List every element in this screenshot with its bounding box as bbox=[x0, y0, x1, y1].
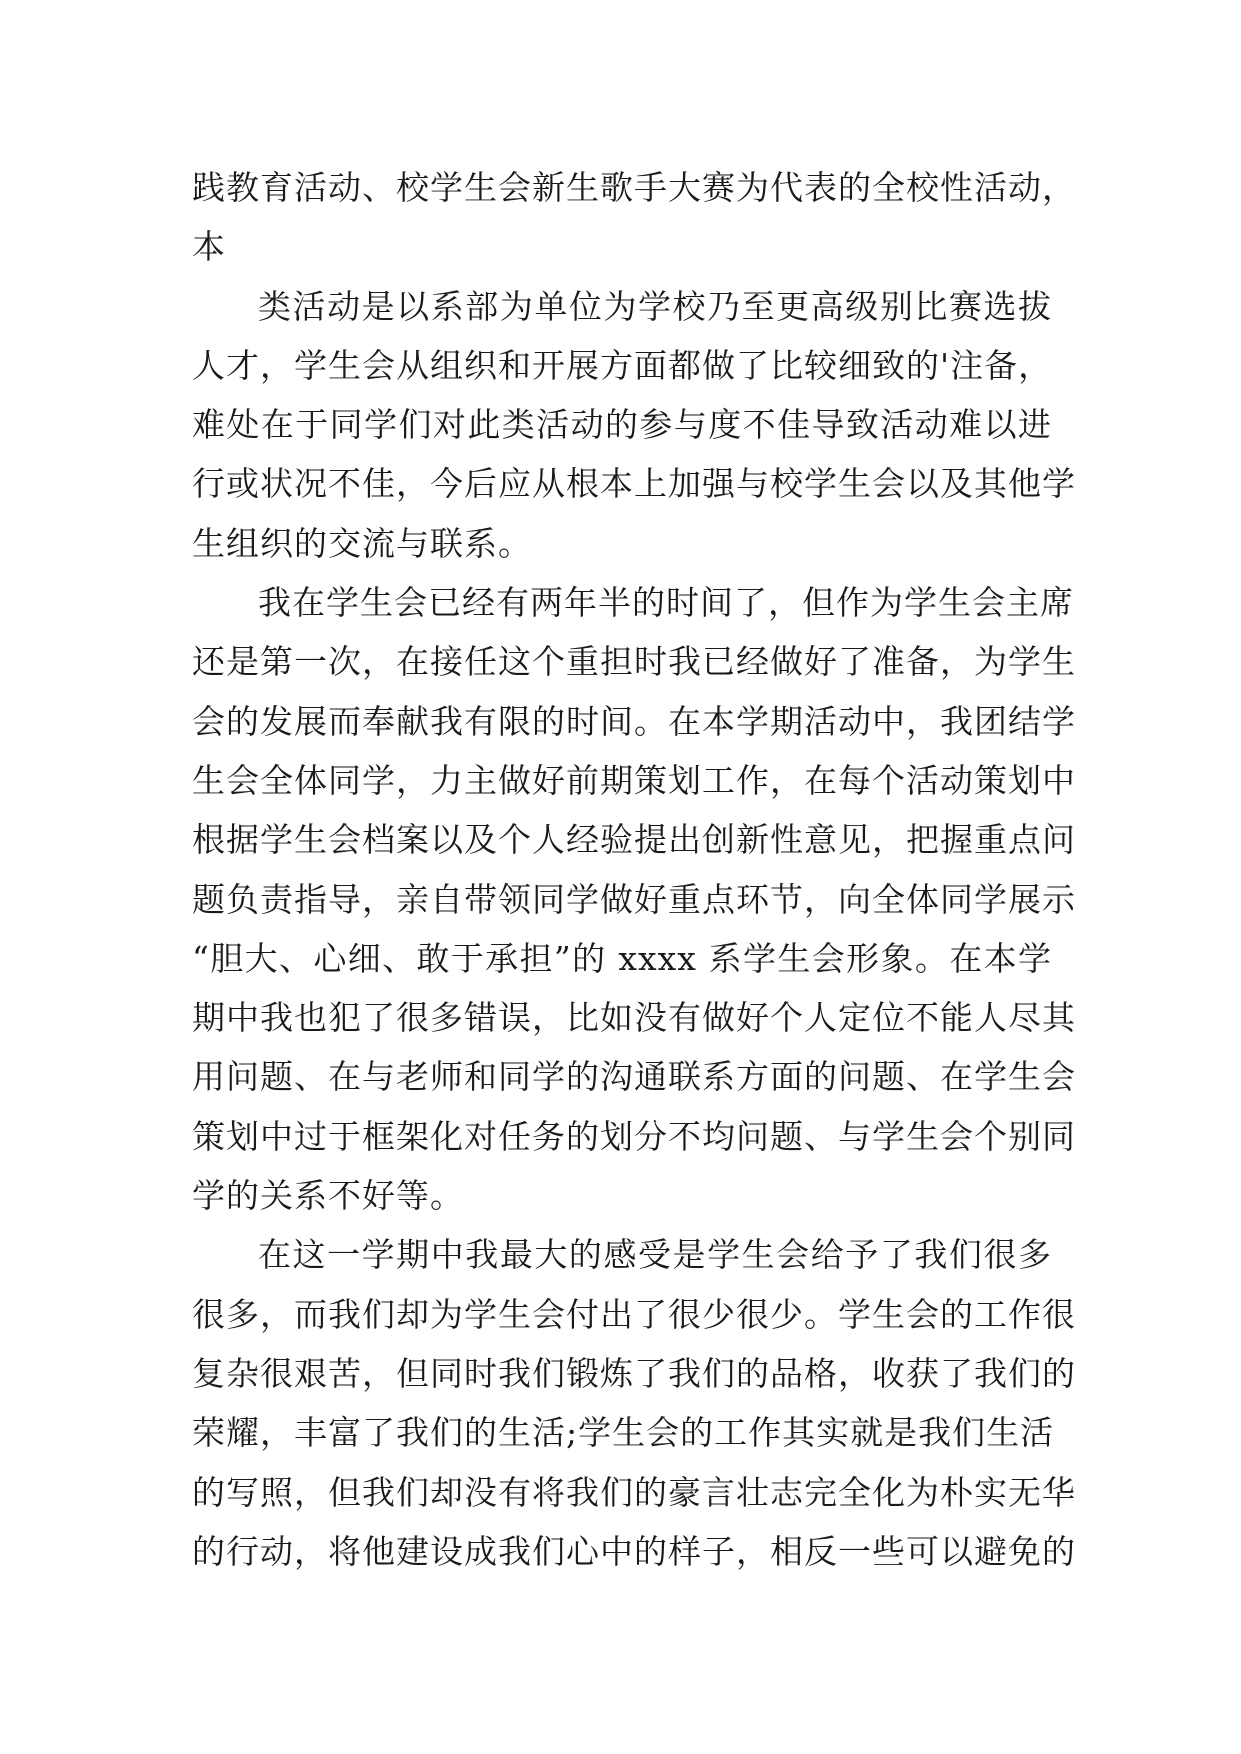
text-line: 复杂很艰苦，但同时我们锻炼了我们的品格，收获了我们的 bbox=[192, 1353, 1076, 1393]
text-line: 的行动，将他建设成我们心中的样子，相反一些可以避免的 bbox=[192, 1531, 1076, 1571]
paragraph-first-line: 类活动是以系部为单位为学校乃至更高级别比赛选拔 bbox=[258, 286, 1052, 326]
text-line: 难处在于同学们对此类活动的参与度不佳导致活动难以进 bbox=[192, 405, 1052, 445]
text-line: 荣耀，丰富了我们的生活;学生会的工作其实就是我们生活 bbox=[192, 1413, 1055, 1453]
text-line: 用问题、在与老师和同学的沟通联系方面的问题、在学生会 bbox=[192, 1057, 1076, 1097]
text-line: 生会全体同学，力主做好前期策划工作，在每个活动策划中 bbox=[192, 760, 1076, 800]
text-line: 期中我也犯了很多错误，比如没有做好个人定位不能人尽其 bbox=[192, 998, 1076, 1038]
text-line: 会的发展而奉献我有限的时间。在本学期活动中，我团结学 bbox=[192, 701, 1076, 741]
paragraph-first-line: 在这一学期中我最大的感受是学生会给予了我们很多 bbox=[258, 1235, 1052, 1275]
text-line: 生组织的交流与联系。 bbox=[192, 523, 532, 563]
document-body bbox=[192, 158, 1076, 1581]
text-line: “胆大、心细、敢于承担”的 xxxx 系学生会形象。在本学 bbox=[192, 938, 1052, 978]
text-line: 学的关系不好等。 bbox=[192, 1176, 464, 1216]
text-line: 根据学生会档案以及个人经验提出创新性意见，把握重点问 bbox=[192, 820, 1076, 860]
text-line: 践教育活动、校学生会新生歌手大赛为代表的全校性活动， bbox=[192, 168, 1076, 207]
text-line: 人才，学生会从组织和开展方面都做了比较细致的'注备， bbox=[192, 345, 1053, 385]
text-line: 行或状况不佳，今后应从根本上加强与校学生会以及其他学 bbox=[192, 464, 1076, 504]
text-line: 很多，而我们却为学生会付出了很少很少。学生会的工作很 bbox=[192, 1294, 1076, 1334]
text-line: 策划中过于框架化对任务的划分不均问题、与学生会个别同 bbox=[192, 1116, 1076, 1156]
text-line: 还是第一次，在接任这个重担时我已经做好了准备，为学生 bbox=[192, 642, 1076, 682]
text-line: 本 bbox=[192, 227, 226, 267]
text-line: 的写照，但我们却没有将我们的豪言壮志完全化为朴实无华 bbox=[192, 1472, 1076, 1512]
paragraph-first-line: 我在学生会已经有两年半的时间了，但作为学生会主席 bbox=[258, 583, 1074, 623]
text-line: 题负责指导，亲自带领同学做好重点环节，向全体同学展示 bbox=[192, 879, 1076, 919]
